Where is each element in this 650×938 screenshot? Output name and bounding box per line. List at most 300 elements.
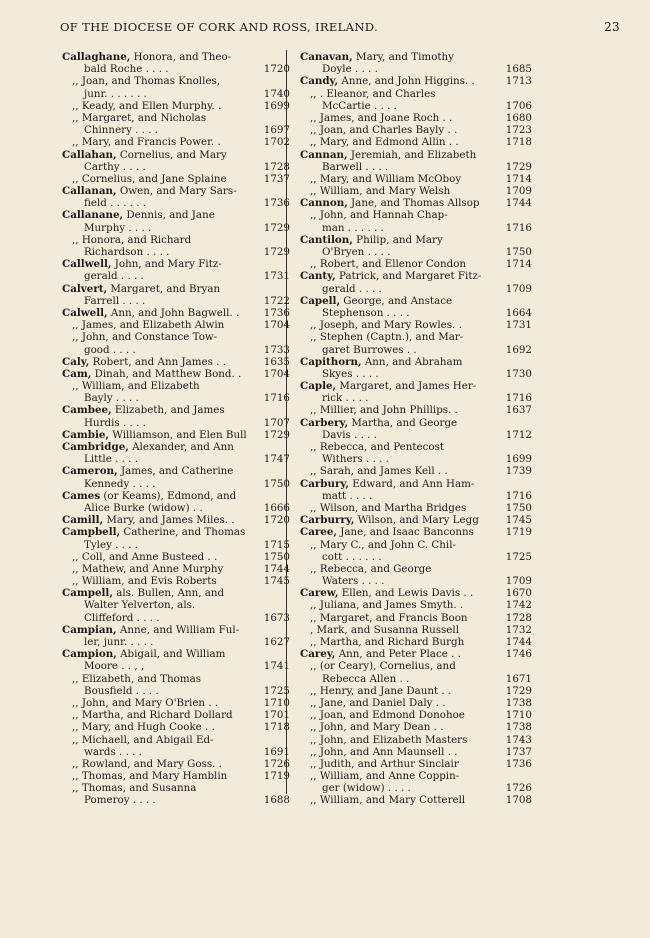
entry-names: ,, Wilson, and Martha Bridges bbox=[310, 501, 467, 514]
surname-heading: Campian, bbox=[62, 623, 117, 636]
register-entry bbox=[300, 417, 518, 429]
entry-names: ,, Honora, and Richard bbox=[72, 233, 192, 246]
entry-text bbox=[84, 636, 153, 648]
register-entry-line bbox=[300, 745, 532, 758]
entry-year: 1710 bbox=[263, 696, 290, 709]
register-entry bbox=[300, 197, 532, 210]
entry-year: 1714 bbox=[505, 258, 532, 271]
entry-year: 1716 bbox=[505, 221, 532, 234]
entry-year: 1685 bbox=[505, 63, 532, 76]
register-entry-line bbox=[62, 319, 290, 332]
register-entry-line bbox=[300, 136, 532, 149]
register-entry-line bbox=[62, 331, 276, 343]
entry-year: 1718 bbox=[263, 721, 290, 734]
register-entry bbox=[62, 648, 276, 660]
register-entry-line bbox=[300, 453, 532, 466]
entry-names: Williamson, and Elen Bull bbox=[109, 428, 247, 441]
entry-text bbox=[300, 526, 474, 538]
entry-text bbox=[310, 209, 448, 221]
register-entry bbox=[300, 149, 518, 161]
surname-heading: Callahan, bbox=[62, 148, 117, 161]
entry-text bbox=[310, 612, 468, 624]
entry-text bbox=[322, 575, 384, 587]
entry-names: ,, Keady, and Ellen Murphy. . bbox=[72, 99, 222, 112]
entry-names: ,, Cornelius, and Jane Splaine bbox=[72, 172, 227, 185]
entry-names: Margaret, and James Her- bbox=[336, 380, 477, 393]
surname-heading: Campell, bbox=[62, 587, 113, 600]
entry-text bbox=[62, 51, 231, 63]
entry-text bbox=[84, 295, 145, 307]
register-entry bbox=[62, 404, 276, 416]
entry-year: 1709 bbox=[505, 282, 532, 295]
surname-heading: Candy, bbox=[300, 75, 339, 88]
entry-year: 1725 bbox=[505, 550, 532, 563]
entry-text bbox=[84, 539, 138, 551]
entry-year: 1737 bbox=[505, 745, 532, 758]
entry-names: ,, James, and Elizabeth Alwin bbox=[72, 319, 225, 332]
entry-text bbox=[62, 429, 247, 441]
entry-names: ,, Thomas, and Mary Hamblin bbox=[72, 770, 228, 783]
entry-names: Moore . . , , bbox=[84, 660, 145, 673]
entry-text bbox=[84, 794, 156, 806]
entry-names: Wilson, and Mary Legg bbox=[354, 514, 479, 527]
register-entry-line bbox=[300, 404, 532, 417]
entry-text bbox=[84, 660, 144, 672]
entry-names: ,, Stephen (Captn.), and Mar- bbox=[310, 331, 464, 344]
register-entry-line bbox=[300, 367, 532, 380]
entry-year: 1720 bbox=[263, 63, 290, 76]
entry-year: 1729 bbox=[505, 684, 532, 697]
register-entry bbox=[300, 295, 518, 307]
register-entry-line bbox=[300, 611, 532, 624]
entry-year: 1725 bbox=[263, 684, 290, 697]
register-entry bbox=[62, 355, 290, 368]
surname-heading: Cames bbox=[62, 489, 101, 502]
register-entry-line bbox=[62, 197, 290, 210]
entry-names: ,, Rowland, and Mary Goss. . bbox=[72, 757, 222, 770]
entry-names: Ann, and John Bagwell. . bbox=[107, 306, 240, 319]
register-entry-line bbox=[300, 539, 518, 551]
entry-year: 1718 bbox=[505, 136, 532, 149]
surname-heading: Cantilon, bbox=[300, 233, 353, 246]
entry-names: cott . . . . . . bbox=[322, 550, 382, 563]
surname-heading: Canavan, bbox=[300, 51, 353, 63]
entry-text bbox=[310, 88, 435, 100]
entry-names: bald Roche . . . . bbox=[84, 63, 169, 76]
entry-text bbox=[300, 587, 473, 599]
register-entry-line bbox=[62, 562, 290, 575]
entry-year: 1707 bbox=[263, 416, 290, 429]
entry-names: ,, Margaret, and Nicholas bbox=[72, 111, 207, 124]
entry-text bbox=[310, 404, 458, 416]
register-entry-line bbox=[62, 63, 290, 76]
register-entry-line bbox=[62, 794, 290, 807]
register-entry-line bbox=[62, 745, 290, 758]
surname-heading: Cannon, bbox=[300, 197, 348, 210]
register-entry-line bbox=[300, 331, 518, 343]
surname-heading: Cambee, bbox=[62, 404, 112, 417]
register-entry-line bbox=[62, 87, 290, 100]
register-entry bbox=[62, 51, 276, 63]
entry-names: Stephenson . . . . bbox=[322, 306, 410, 319]
entry-names: James, and Catherine bbox=[117, 465, 234, 478]
entry-names: Owen, and Mary Sars- bbox=[116, 185, 237, 198]
surname-heading: Cameron, bbox=[62, 465, 118, 478]
entry-names: ,, William, and Mary Cotterell bbox=[310, 794, 466, 807]
register-entry-line bbox=[300, 575, 532, 588]
entry-text bbox=[62, 307, 239, 319]
entry-year: 1697 bbox=[263, 124, 290, 137]
register-entry bbox=[62, 587, 276, 599]
entry-names: gerald . . . . bbox=[322, 282, 382, 295]
entry-names: ,, . Eleanor, and Charles bbox=[310, 87, 436, 100]
entry-year: 1746 bbox=[505, 648, 532, 661]
entry-names: Robert, and Ann James . . bbox=[89, 355, 226, 368]
entry-text bbox=[300, 478, 474, 490]
register-entry-line bbox=[300, 721, 532, 734]
entry-year: 1744 bbox=[505, 197, 532, 210]
entry-text bbox=[322, 551, 382, 563]
entry-year: 1736 bbox=[505, 757, 532, 770]
entry-year: 1688 bbox=[263, 794, 290, 807]
entry-text bbox=[84, 478, 155, 490]
entry-names: Edward, and Ann Ham- bbox=[349, 477, 475, 490]
entry-text bbox=[72, 782, 196, 794]
register-entry-line bbox=[62, 770, 290, 783]
entry-text bbox=[322, 283, 382, 295]
entry-year: 1729 bbox=[263, 246, 290, 258]
register-entry-line bbox=[300, 782, 532, 795]
register-entry bbox=[300, 75, 532, 88]
register-entry-line bbox=[300, 599, 532, 612]
entry-names: matt . . . . bbox=[322, 489, 373, 502]
entry-names: Farrell . . . . bbox=[84, 294, 146, 307]
entry-names: Little . . . . bbox=[84, 453, 138, 466]
entry-names: ,, Mary, and Edmond Allin . . bbox=[310, 136, 459, 149]
entry-text bbox=[310, 173, 461, 185]
entry-year: 1744 bbox=[505, 636, 532, 648]
register-entry bbox=[300, 478, 518, 490]
entry-text bbox=[310, 685, 451, 697]
entry-text bbox=[300, 197, 479, 209]
entry-names: Dennis, and Jane bbox=[123, 209, 215, 222]
register-entry-line bbox=[300, 111, 532, 124]
entry-year: 1739 bbox=[505, 465, 532, 478]
register-entry bbox=[62, 526, 276, 538]
entry-names: Walter Yelverton, als. bbox=[84, 599, 196, 612]
register-entry-line bbox=[300, 709, 532, 722]
register-entry-line bbox=[62, 501, 290, 514]
entry-names: ,, William, and Mary Welsh bbox=[310, 185, 451, 198]
entry-names: Cornelius, and Mary bbox=[116, 148, 227, 161]
entry-text bbox=[62, 526, 245, 538]
entry-names: Doyle . . . . bbox=[322, 63, 378, 76]
entry-year: 1719 bbox=[505, 526, 532, 539]
surname-heading: Caree, bbox=[300, 526, 337, 539]
entry-names: junr. . . . . . . bbox=[84, 87, 147, 100]
entry-text bbox=[322, 490, 372, 502]
entry-names: McCartie . . . . bbox=[322, 99, 397, 112]
register-entry-line bbox=[62, 270, 290, 283]
entry-year: 1743 bbox=[505, 733, 532, 746]
entry-year: 1750 bbox=[263, 550, 290, 563]
register-entry-line bbox=[62, 246, 290, 258]
entry-year: 1706 bbox=[505, 99, 532, 112]
register-entry-line bbox=[62, 221, 290, 234]
register-entry bbox=[300, 526, 532, 539]
register-entry-line bbox=[300, 770, 518, 782]
entry-text bbox=[300, 356, 462, 368]
entry-names: ,, Mary C., and John C. Chil- bbox=[310, 538, 456, 551]
register-entry-line bbox=[300, 88, 518, 100]
surname-heading: Carbury, bbox=[300, 477, 349, 490]
entry-year: 1709 bbox=[505, 575, 532, 588]
entry-names: ,, John, and Ann Maunsell . . bbox=[310, 745, 458, 758]
register-entry-line bbox=[300, 441, 518, 453]
entry-year: 1637 bbox=[505, 404, 532, 417]
entry-names: Margaret, and Bryan bbox=[107, 282, 221, 295]
right-column bbox=[300, 51, 532, 807]
entry-text bbox=[322, 307, 410, 319]
entry-text bbox=[322, 246, 391, 258]
entry-year: 1731 bbox=[505, 319, 532, 332]
entry-text bbox=[300, 75, 475, 87]
entry-text bbox=[300, 234, 443, 246]
entry-year: 1699 bbox=[263, 99, 290, 112]
surname-heading: Caple, bbox=[300, 380, 337, 393]
entry-names: Ann, and Abraham bbox=[361, 355, 463, 368]
entry-year: 1750 bbox=[505, 246, 532, 258]
register-entry bbox=[62, 149, 276, 161]
register-entry-line bbox=[62, 782, 276, 794]
entry-names: ,, Elizabeth, and Thomas bbox=[72, 672, 202, 685]
entry-text bbox=[300, 295, 452, 307]
entry-text bbox=[310, 697, 446, 709]
entry-text bbox=[84, 453, 138, 465]
entry-year: 1702 bbox=[263, 136, 290, 149]
entry-text bbox=[310, 599, 463, 611]
entry-text bbox=[72, 563, 223, 575]
entry-names: Mary, and Timothy bbox=[352, 51, 454, 63]
page-number: 23 bbox=[604, 20, 620, 34]
entry-names: ,, Michaell, and Abigail Ed- bbox=[72, 733, 214, 746]
entry-year: 1732 bbox=[505, 623, 532, 636]
register-entry-line bbox=[62, 172, 290, 185]
entry-text bbox=[322, 453, 389, 465]
entry-names: gerald . . . . bbox=[84, 270, 144, 283]
entry-year: 1720 bbox=[263, 514, 290, 527]
entry-names: good . . . . bbox=[84, 343, 136, 356]
entry-text bbox=[310, 758, 459, 770]
entry-names: Abigail, and William bbox=[116, 648, 226, 661]
entry-names: Waters . . . . bbox=[322, 575, 385, 588]
register-entry bbox=[300, 270, 518, 282]
entry-text bbox=[62, 441, 234, 453]
entry-text bbox=[84, 88, 147, 100]
entry-year: 1729 bbox=[263, 428, 290, 441]
entry-year: 1738 bbox=[505, 721, 532, 734]
entry-names: John, and Mary Fitz- bbox=[111, 258, 222, 271]
entry-names: ,, William, and Elizabeth bbox=[72, 380, 200, 393]
register-entry bbox=[300, 587, 532, 600]
entry-text bbox=[72, 697, 218, 709]
surname-heading: Canty, bbox=[300, 270, 336, 283]
register-entry-line bbox=[62, 234, 276, 246]
entry-names: ,, Henry, and Jane Daunt . . bbox=[310, 684, 452, 697]
entry-year: 1715 bbox=[263, 538, 290, 551]
entry-text bbox=[62, 356, 226, 368]
register-entry-line bbox=[300, 63, 532, 76]
surname-heading: Capell, bbox=[300, 294, 341, 307]
entry-text bbox=[62, 624, 239, 636]
register-entry-line bbox=[300, 172, 532, 185]
entry-year: 1745 bbox=[263, 575, 290, 588]
entry-text bbox=[62, 149, 227, 161]
entry-text bbox=[62, 404, 225, 416]
entry-text bbox=[310, 746, 458, 758]
entry-text bbox=[310, 319, 462, 331]
entry-year: 1709 bbox=[505, 185, 532, 198]
entry-names: ,, Robert, and Ellenor Condon bbox=[310, 258, 467, 271]
register-entry bbox=[62, 209, 276, 221]
register-entry-line bbox=[62, 477, 290, 490]
entry-names: ,, Joan, and Edmond Donohoe bbox=[310, 709, 465, 722]
register-entry-line bbox=[300, 221, 532, 234]
entry-text bbox=[84, 502, 203, 514]
entry-text bbox=[72, 331, 217, 343]
entry-names: ,, Joan, and Charles Bayly . . bbox=[310, 124, 458, 137]
register-entry-line bbox=[62, 550, 290, 563]
entry-names: ,, Sarah, and James Kell . . bbox=[310, 465, 448, 478]
surname-heading: Camill, bbox=[62, 514, 104, 527]
entry-text bbox=[84, 417, 146, 429]
entry-year: 1708 bbox=[505, 794, 532, 807]
entry-names: ,, Joan, and Thomas Knolles, bbox=[72, 75, 221, 88]
entry-year: 1728 bbox=[505, 611, 532, 624]
entry-text bbox=[310, 258, 466, 270]
entry-text bbox=[72, 75, 220, 87]
entry-names: Richardson . . . . bbox=[84, 246, 170, 258]
entry-names: ,, Jane, and Daniel Daly . . bbox=[310, 696, 446, 709]
surname-heading: Capithorn, bbox=[300, 355, 362, 368]
register-entry-line bbox=[62, 575, 290, 588]
surname-heading: Caly, bbox=[62, 355, 90, 368]
register-entry bbox=[300, 51, 518, 63]
entry-text bbox=[72, 380, 200, 392]
entry-text bbox=[310, 124, 457, 136]
register-entry bbox=[62, 283, 276, 295]
entry-year: 1666 bbox=[263, 501, 290, 514]
register-entry-line bbox=[62, 734, 276, 746]
surname-heading: Carbery, bbox=[300, 416, 349, 429]
register-entry bbox=[300, 648, 532, 661]
entry-names: ,, Mary, and Hugh Cooke . . bbox=[72, 721, 215, 734]
entry-text bbox=[84, 599, 195, 611]
entry-year: 1736 bbox=[263, 197, 290, 210]
entry-text bbox=[62, 283, 220, 295]
register-entry-line bbox=[62, 416, 290, 429]
entry-year: 1712 bbox=[505, 428, 532, 441]
entry-year: 1736 bbox=[263, 306, 290, 319]
register-entry-line bbox=[300, 660, 518, 672]
entry-names: ,, John, and Constance Tow- bbox=[72, 331, 218, 344]
register-entry-line bbox=[62, 721, 290, 734]
entry-text bbox=[310, 441, 444, 453]
entry-names: Jane, and Isaac Banconns bbox=[336, 526, 474, 539]
entry-names: Anne, and William Ful- bbox=[116, 623, 240, 636]
register-entry-line bbox=[300, 209, 518, 221]
entry-names: Murphy . . . . bbox=[84, 221, 152, 234]
surname-heading: Cambie, bbox=[62, 428, 110, 441]
entry-text bbox=[62, 587, 224, 599]
surname-heading: Cannan, bbox=[300, 148, 348, 161]
entry-text bbox=[84, 161, 146, 173]
entry-names: Ann, and Peter Place . . bbox=[335, 648, 461, 661]
entry-text bbox=[72, 758, 222, 770]
left-column bbox=[62, 51, 290, 807]
entry-names: ,, Rebecca, and George bbox=[310, 562, 432, 575]
entry-names: garet Burrowes . . bbox=[322, 343, 417, 356]
entry-year: 1691 bbox=[263, 745, 290, 758]
surname-heading: Carburry, bbox=[300, 514, 355, 527]
entry-text bbox=[62, 368, 241, 380]
entry-names: O'Bryen . . . . bbox=[322, 246, 391, 258]
entry-year: 1722 bbox=[263, 294, 290, 307]
entry-text bbox=[322, 100, 397, 112]
entry-names: (or Keams), Edmond, and bbox=[100, 489, 237, 502]
register-entry-line bbox=[62, 160, 290, 173]
entry-names: Tyley . . . . bbox=[84, 538, 139, 551]
entry-text bbox=[72, 673, 201, 685]
entry-text bbox=[72, 575, 217, 587]
entry-names: Philip, and Mary bbox=[352, 233, 443, 246]
entry-year: 1719 bbox=[263, 770, 290, 783]
entry-text bbox=[84, 344, 136, 356]
entry-year: 1750 bbox=[263, 477, 290, 490]
entry-year: 1745 bbox=[505, 514, 532, 527]
entry-text bbox=[310, 636, 464, 648]
entry-names: ,, (or Ceary), Cornelius, and bbox=[310, 660, 456, 673]
entry-year: 1733 bbox=[263, 343, 290, 356]
entry-text bbox=[310, 794, 465, 806]
entry-year: 1699 bbox=[505, 453, 532, 466]
register-entry-line bbox=[300, 246, 532, 258]
entry-text bbox=[300, 417, 457, 429]
register-entry-line bbox=[62, 294, 290, 307]
entry-year: 1723 bbox=[505, 124, 532, 137]
entry-text bbox=[310, 136, 459, 148]
register-entry-line bbox=[62, 660, 290, 673]
entry-text bbox=[322, 429, 377, 441]
entry-text bbox=[310, 721, 444, 733]
entry-names: Jeremiah, and Elizabeth bbox=[347, 148, 477, 161]
entry-text bbox=[310, 112, 452, 124]
entry-text bbox=[300, 51, 454, 63]
entry-text bbox=[72, 319, 224, 331]
entry-names: Pomeroy . . . . bbox=[84, 794, 156, 807]
entry-names: Cliffeford . . . . bbox=[84, 611, 160, 624]
entry-names: Davis . . . . bbox=[322, 428, 377, 441]
register-entry-line bbox=[62, 392, 290, 405]
register-entry-line bbox=[300, 794, 532, 807]
register-entry bbox=[62, 367, 290, 380]
entry-names: Martha, and George bbox=[348, 416, 458, 429]
entry-text bbox=[310, 660, 456, 672]
entry-names: ,, Mathew, and Anne Murphy bbox=[72, 562, 224, 575]
entry-year: 1716 bbox=[505, 392, 532, 405]
entry-year: 1670 bbox=[505, 587, 532, 600]
register-entry-line bbox=[300, 550, 532, 563]
